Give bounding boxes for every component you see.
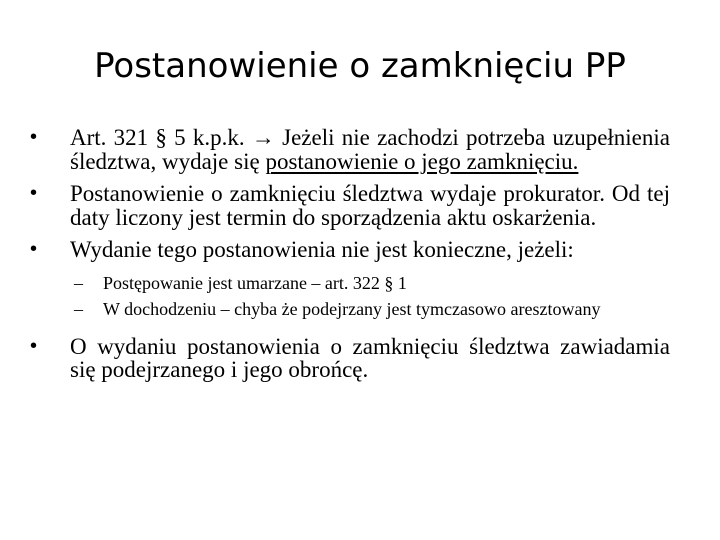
- bullet-marker: •: [30, 182, 38, 204]
- slide-title: Postanowienie o zamknięciu PP: [94, 46, 626, 86]
- bullet-marker: •: [30, 238, 38, 260]
- bullet-item-3: [30, 238, 670, 262]
- sub-marker: –: [74, 298, 83, 319]
- bullet-item-1: [30, 126, 670, 173]
- bullet-marker: •: [30, 334, 38, 357]
- sub-item-2: [30, 300, 670, 319]
- bullet-text: Wydanie tego postanowienia nie jest konieczne, jeżeli:: [70, 237, 574, 262]
- bullet-marker: •: [30, 126, 38, 148]
- bullet-item-4: [30, 335, 670, 382]
- bullet-text: O wydaniu postanowienia o zamknięciu śledztwa zawiadamia się podejrzanego i jego obrońcę.: [70, 333, 670, 382]
- sub-text: Postępowanie jest umarzane – art. 322 § 1: [103, 272, 407, 293]
- bullet-text: Postanowienie o zamknięciu śledztwa wydaje prokurator. Od tej daty liczony jest termin do sporządzenia aktu oskarżenia.: [70, 181, 670, 230]
- underlined-text: postanowienie o jego zamknięciu.: [265, 148, 579, 174]
- bullet-list: [30, 126, 670, 391]
- sub-item-1: [30, 274, 670, 293]
- sub-list: [30, 274, 670, 319]
- sub-marker: –: [74, 272, 83, 293]
- bullet-item-2: [30, 182, 670, 229]
- bullet-text: Art. 321 § 5 k.p.k. → Jeżeli nie zachodzi potrzeba uzupełnienia śledztwa, wydaje się: [70, 125, 670, 174]
- sub-text: W dochodzeniu – chyba że podejrzany jest tymczasowo aresztowany: [103, 298, 601, 319]
